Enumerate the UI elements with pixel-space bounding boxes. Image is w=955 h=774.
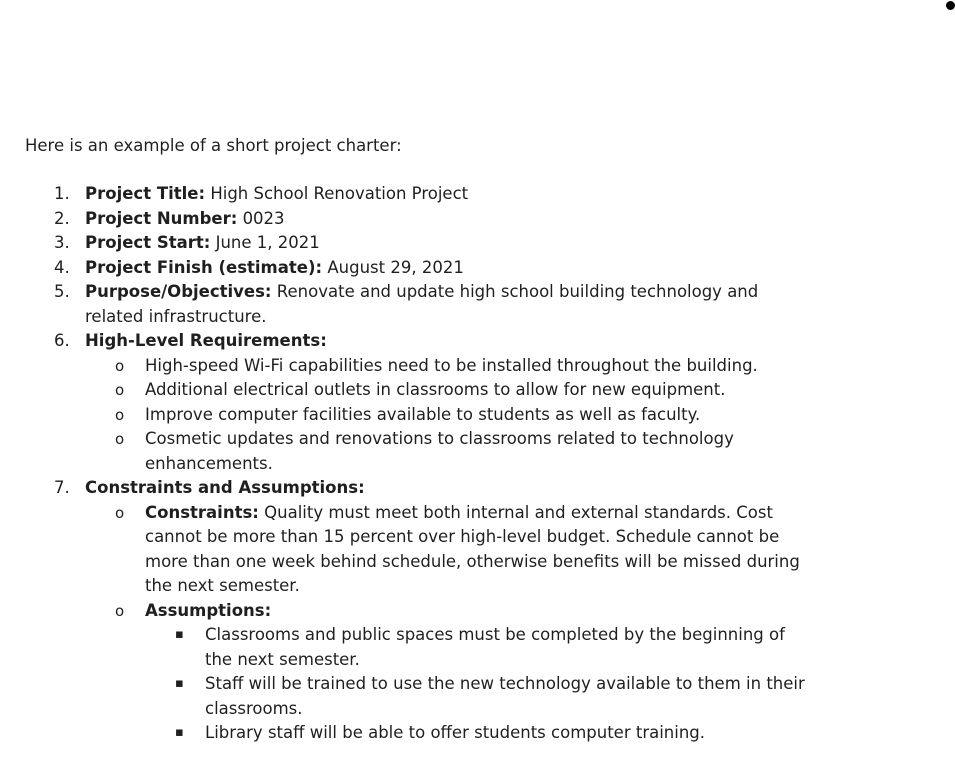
corner-dot xyxy=(946,1,955,10)
requirement-item xyxy=(0,403,800,428)
hollow-bullet-icon: o xyxy=(115,405,125,424)
list-item-constraints-assumptions xyxy=(0,476,795,501)
hollow-bullet-icon: o xyxy=(115,503,125,522)
item-label: Project Start: xyxy=(85,233,211,252)
assumption-item xyxy=(0,623,805,672)
intro-text: Here is an example of a short project charter: xyxy=(25,136,402,155)
assumptions-label: Assumptions: xyxy=(145,600,272,620)
item-number: 6. xyxy=(54,331,70,350)
list-item-requirements xyxy=(0,329,795,354)
requirement-item xyxy=(0,427,800,476)
item-label: Purpose/Objectives: xyxy=(85,282,272,301)
item-label: High-Level Requirements: xyxy=(85,331,327,350)
constraints-text: Quality must meet both internal and external standards. Cost cannot be more than 15 percent over high-level budget. Schedule cannot be more than one week behind schedule, otherwise benefits will be missed during the next semester. xyxy=(145,502,800,595)
item-number: 3. xyxy=(54,233,70,252)
list-item-project-start xyxy=(0,231,795,256)
constraints-label: Constraints: xyxy=(145,502,259,522)
hollow-bullet-icon: o xyxy=(115,601,125,620)
item-label: Project Title: xyxy=(85,184,206,203)
item-number: 1. xyxy=(54,184,70,203)
requirement-text: High-speed Wi-Fi capabilities need to be installed throughout the building. xyxy=(145,355,758,375)
constraints-item xyxy=(0,501,800,599)
requirement-item xyxy=(0,354,800,379)
requirement-text: Improve computer facilities available to students as well as faculty. xyxy=(145,404,701,424)
square-bullet-icon: ▪ xyxy=(175,627,184,642)
assumption-item xyxy=(0,672,805,721)
item-text: August 29, 2021 xyxy=(327,257,464,277)
list-item-project-finish xyxy=(0,256,795,281)
item-label: Project Number: xyxy=(85,208,238,228)
square-bullet-icon: ▪ xyxy=(175,725,184,740)
assumptions-item xyxy=(0,599,800,624)
requirement-text: Cosmetic updates and renovations to classrooms related to technology enhancements. xyxy=(145,429,734,473)
item-number: 5. xyxy=(54,282,70,301)
list-item-purpose xyxy=(0,280,795,329)
charter-list xyxy=(0,182,820,746)
hollow-bullet-icon: o xyxy=(115,356,125,375)
item-number: 4. xyxy=(54,257,70,277)
item-text: June 1, 2021 xyxy=(215,233,320,252)
assumption-text: Staff will be trained to use the new technology available to them in their classrooms. xyxy=(205,674,805,718)
assumption-text: Library staff will be able to offer students computer training. xyxy=(205,723,706,742)
item-text: High School Renovation Project xyxy=(210,184,469,203)
item-number: 7. xyxy=(54,478,70,497)
list-item-project-number xyxy=(0,207,795,232)
assumption-text: Classrooms and public spaces must be completed by the beginning of the next semester. xyxy=(205,625,785,669)
item-text: 0023 xyxy=(242,208,285,228)
item-number: 2. xyxy=(54,208,70,228)
item-text: Renovate and update high school building technology and related infrastructure. xyxy=(85,282,759,326)
list-item-project-title xyxy=(0,182,795,207)
hollow-bullet-icon: o xyxy=(115,381,125,399)
square-bullet-icon: ▪ xyxy=(175,676,184,691)
requirement-item xyxy=(0,378,800,403)
assumption-item xyxy=(0,721,805,746)
item-label: Project Finish (estimate): xyxy=(85,257,323,277)
hollow-bullet-icon: o xyxy=(115,430,125,448)
requirement-text: Additional electrical outlets in classrooms to allow for new equipment. xyxy=(145,380,726,399)
item-label: Constraints and Assumptions: xyxy=(85,478,365,497)
